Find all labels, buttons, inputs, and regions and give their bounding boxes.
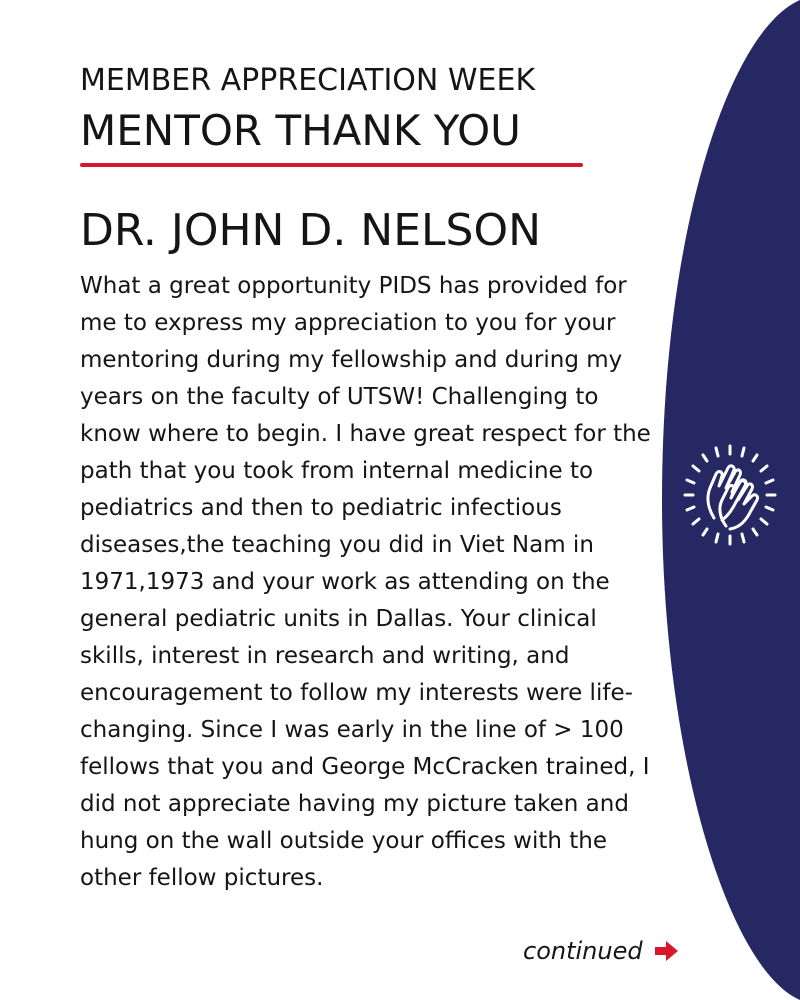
title-underline <box>80 163 583 167</box>
mentor-name: DR. JOHN D. NELSON <box>80 205 542 256</box>
clapping-hands-icon <box>680 438 780 558</box>
kicker-heading: MEMBER APPRECIATION WEEK <box>80 63 536 98</box>
letter-body: What a great opportunity PIDS has provided for me to express my appreciation to you for your mentoring during my fellowship and during my years on the faculty of UTSW! Challenging to know where to begin. I have great respect for the path that you took from internal medicine to pediatrics and then to pediatric infectious diseases,the teaching you did in Viet Nam in 1971,1973 and your work as attending on the general pediatric units in Dallas. Your clinical skills, interest in research and writing, and encouragement to follow my interests were life-changing. Since I was early in the line of > 100 fellows that you and George McCracken trained, I did not appreciate having my picture taken and hung on the wall outside your offices with the other fellow pictures. <box>80 273 651 891</box>
page-title: MENTOR THANK YOU <box>80 106 521 155</box>
right-arrow-icon <box>653 940 679 962</box>
continued-label: continued <box>523 937 643 965</box>
continued-link[interactable] <box>523 935 679 967</box>
